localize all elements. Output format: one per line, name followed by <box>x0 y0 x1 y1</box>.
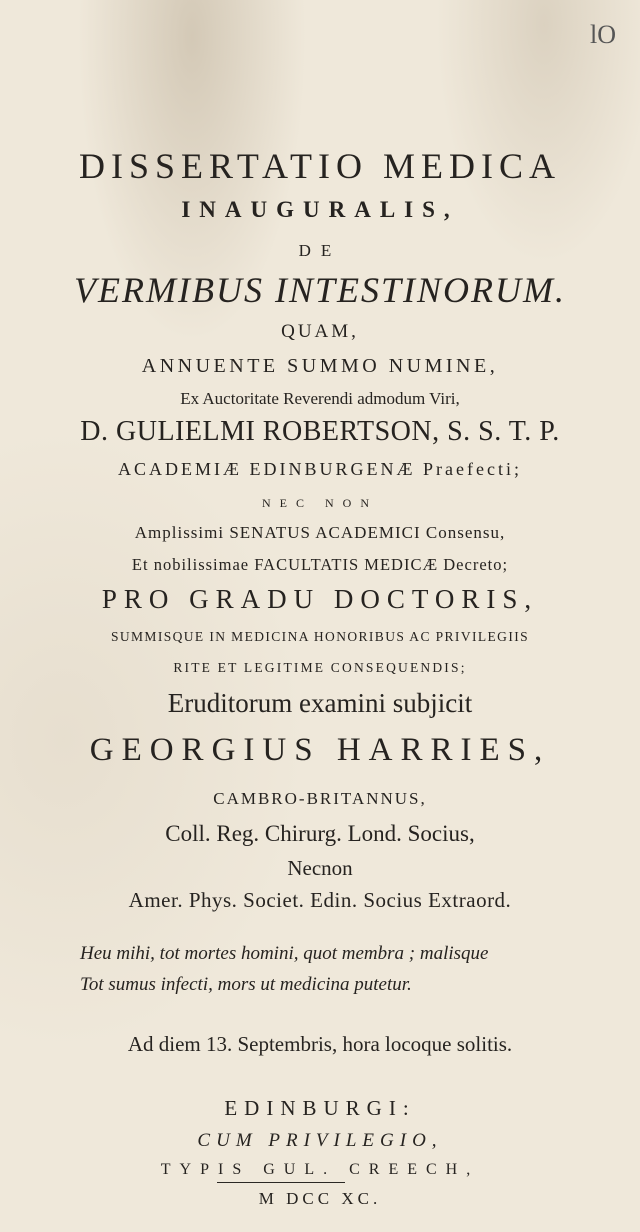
summisque-line: SUMMISQUE IN MEDICINA HONORIBUS AC PRIVILEGIIS <box>110 629 530 644</box>
title-line-1: DISSERTATIO MEDICA <box>79 146 561 186</box>
rite-line: RITE ET LEGITIME CONSEQUENDIS; <box>173 660 467 675</box>
amplissimi-line: Amplissimi SENATUS ACADEMICI Consensu, <box>134 523 506 542</box>
annuente-line: ANNUENTE SUMMO NUMINE, <box>141 355 499 377</box>
author-origin: CAMBRO-BRITANNUS, <box>213 789 427 808</box>
necnon-line: Necnon <box>287 856 353 880</box>
author-name: GEORGIUS HARRIES, <box>89 732 551 768</box>
title-line-2: INAUGURALIS, <box>181 197 459 222</box>
epigraph-line-2: Tot sumus infecti, mors ut medicina putetur. <box>80 974 412 995</box>
quam-line: QUAM, <box>281 321 359 342</box>
imprint-city: EDINBURGI: <box>224 1096 416 1120</box>
pro-gradu-line: PRO GRADU DOCTORIS, <box>101 584 539 614</box>
coll-line: Coll. Reg. Chirurg. Lond. Socius, <box>165 821 475 846</box>
corner-mark: lO <box>590 20 616 49</box>
nec-non-line: NEC NON <box>262 496 378 510</box>
amer-line: Amer. Phys. Societ. Edin. Socius Extraord. <box>128 888 512 912</box>
imprint-rule <box>217 1182 345 1183</box>
eruditorum-line: Eruditorum examini subjicit <box>167 688 473 718</box>
title-line-4: VERMIBUS INTESTINORUM. <box>74 270 566 310</box>
title-line-3: DE <box>298 241 342 260</box>
date-line: Ad diem 13. Septembris, hora locoque solitis. <box>127 1032 513 1056</box>
imprint-privilegio: CUM PRIVILEGIO, <box>197 1130 443 1151</box>
imprint-typis: TYPIS GUL. CREECH, <box>160 1161 480 1178</box>
epigraph-line-1: Heu mihi, tot mortes homini, quot membra ; malisque <box>80 943 489 964</box>
rector-name-line: D. GULIELMI ROBERTSON, S. S. T. P. <box>80 416 560 447</box>
academiae-line: ACADEMIÆ EDINBURGENÆ Praefecti; <box>118 459 522 479</box>
ex-auctoritate-line: Ex Auctoritate Reverendi admodum Viri, <box>180 389 460 408</box>
nobilissimae-line: Et nobilissimae FACULTATIS MEDICÆ Decreto; <box>131 555 509 574</box>
imprint-year: M DCC XC. <box>258 1189 382 1208</box>
